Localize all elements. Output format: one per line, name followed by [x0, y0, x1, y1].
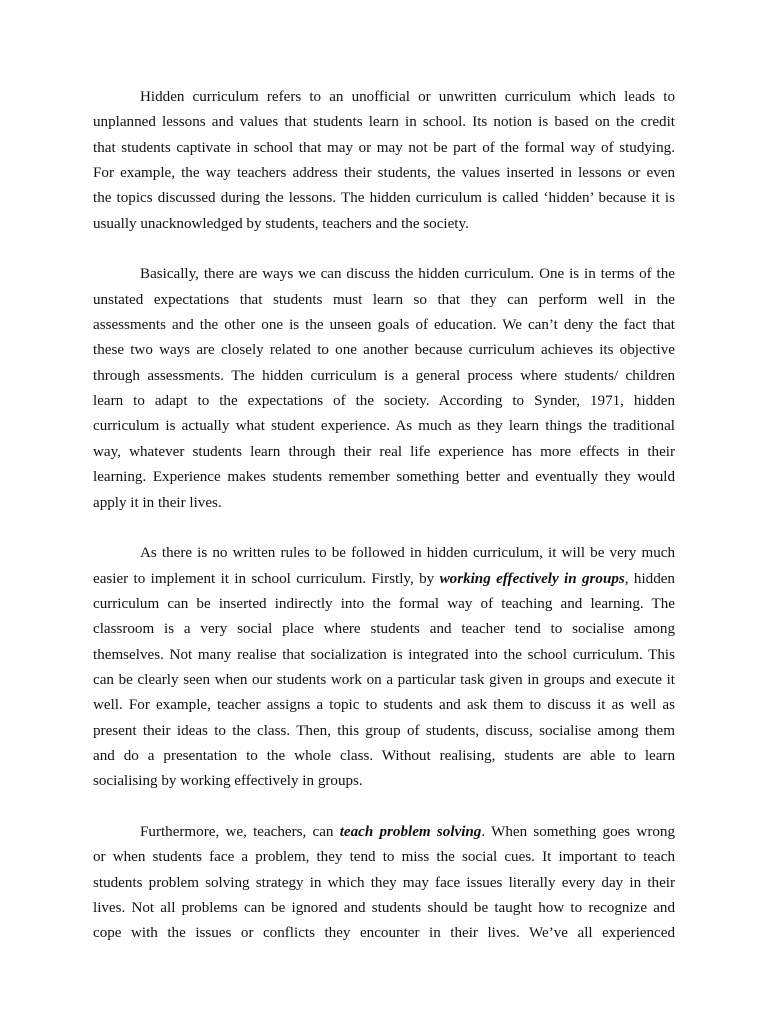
- text-line: can be clearly seen when our students work on a particular task given in groups and execute it: [93, 671, 675, 688]
- text-line: Furthermore, we, teachers, can teach problem solving. When something goes wrong: [140, 823, 675, 840]
- text-line: curriculum is actually what student experience. As much as they learn things the traditional: [93, 418, 675, 435]
- text-line: unplanned lessons and values that students learn in school. Its notion is based on the credit: [93, 114, 675, 131]
- text-line: students problem solving strategy in which they may face issues literally every day in their: [93, 874, 675, 891]
- text-line: learning. Experience makes students remember something better and eventually they would: [93, 469, 675, 486]
- text-line: cope with the issues or conflicts they encounter in their lives. We’ve all experienced: [93, 925, 675, 942]
- paragraph: [93, 541, 675, 794]
- text-line: and do a presentation to the whole class. Without realising, students are able to learn: [93, 747, 675, 764]
- text-line: easier to implement it in school curriculum. Firstly, by working effectively in groups, hidden: [93, 570, 675, 587]
- text-line: usually unacknowledged by students, teachers and the society.: [93, 215, 469, 232]
- text-line: socialising by working effectively in groups.: [93, 773, 363, 790]
- text-line: through assessments. The hidden curriculum is a general process where students/ children: [93, 367, 675, 384]
- text-line: lives. Not all problems can be ignored and students should be taught how to recognize and: [93, 900, 675, 916]
- text-line: As there is no written rules to be followed in hidden curriculum, it will be very much: [140, 545, 675, 562]
- text-line: Hidden curriculum refers to an unofficial or unwritten curriculum which leads to: [140, 89, 675, 105]
- paragraph: [93, 85, 675, 237]
- text-line: curriculum can be inserted indirectly into the formal way of teaching and learning. The: [93, 595, 675, 612]
- text-line: learn to adapt to the expectations of the society. According to Synder, 1971, hidden: [93, 393, 675, 410]
- text-line: apply it in their lives.: [93, 494, 222, 511]
- text-line: that students captivate in school that may or may not be part of the formal way of studying.: [93, 139, 675, 156]
- document-body: [93, 85, 675, 947]
- text-line: For example, the way teachers address their students, the values inserted in lessons or even: [93, 165, 675, 182]
- text-line: well. For example, teacher assigns a topic to students and ask them to discuss it as well as: [93, 697, 675, 714]
- text-line: the topics discussed during the lessons. The hidden curriculum is called ‘hidden’ because it is: [93, 190, 675, 207]
- text-line: or when students face a problem, they tend to miss the social cues. It important to teach: [93, 849, 675, 866]
- text-line: way, whatever students learn through their real life experience has more effects in their: [93, 443, 675, 460]
- paragraph: [93, 820, 675, 947]
- emphasized-phrase: working effectively in groups: [439, 570, 625, 587]
- text-line: these two ways are closely related to one another because curriculum achieves its objective: [93, 342, 675, 359]
- text-line: classroom is a very social place where students and teacher tend to socialise among: [93, 621, 675, 638]
- text-line: assessments and the other one is the unseen goals of education. We can’t deny the fact that: [93, 317, 675, 334]
- paragraph: [93, 262, 675, 515]
- text-line: unstated expectations that students must learn so that they can perform well in the: [93, 291, 675, 308]
- text-line: Basically, there are ways we can discuss the hidden curriculum. One is in terms of the: [140, 266, 675, 283]
- text-line: present their ideas to the class. Then, this group of students, discuss, socialise among them: [93, 722, 675, 739]
- text-line: themselves. Not many realise that socialization is integrated into the school curriculum. This: [93, 646, 675, 663]
- emphasized-phrase: teach problem solving: [339, 823, 482, 840]
